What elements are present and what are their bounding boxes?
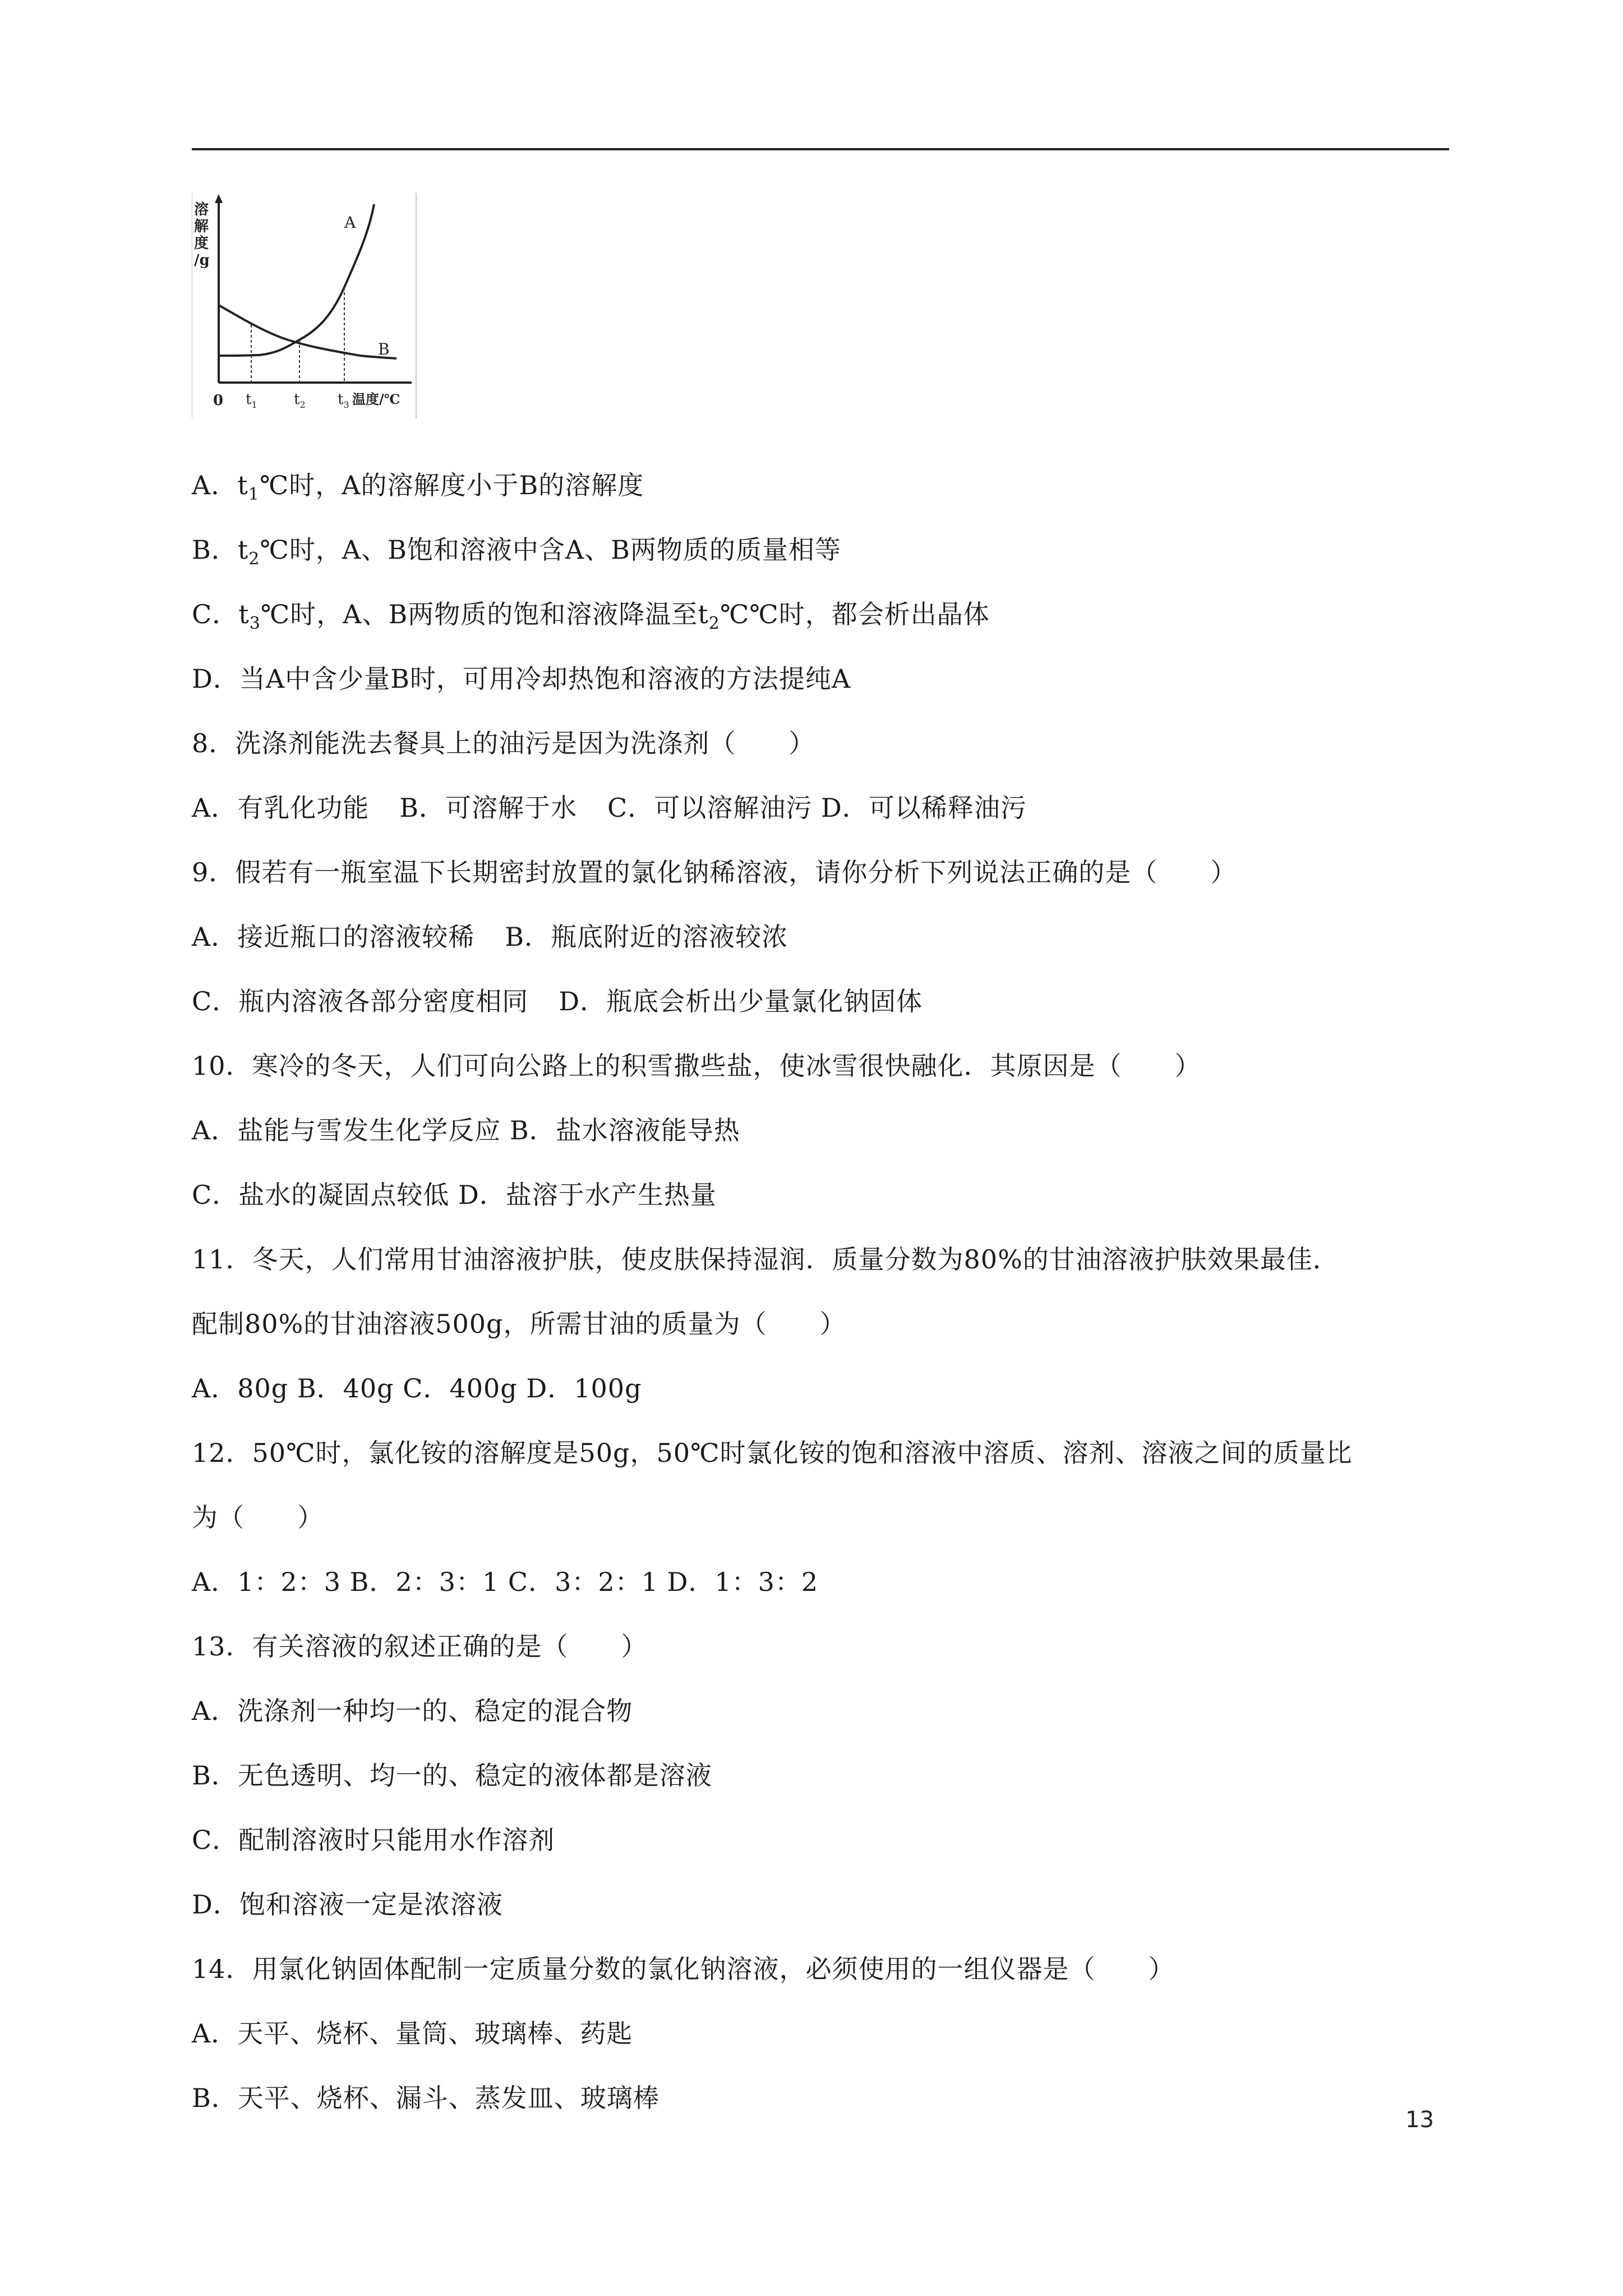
q12-stem-1: 12．50℃时，氯化铵的溶解度是50g，50℃时氯化铵的饱和溶液中溶质、溶剂、溶液之间的质量比 — [192, 1438, 1353, 1468]
curve-b-label: B — [378, 340, 390, 358]
origin-label: 0 — [213, 392, 224, 409]
q8-stem: 8．洗涤剂能洗去餐具上的油污是因为洗涤剂（ ） — [192, 728, 815, 758]
q11-stem-2: 配制80%的甘油溶液500g，所需甘油的质量为（ ） — [192, 1309, 846, 1339]
q13-option-b: B．无色透明、均一的、稳定的液体都是溶液 — [192, 1760, 712, 1791]
q14-option-a: A．天平、烧杯、量筒、玻璃棒、药匙 — [192, 2018, 633, 2049]
q13-option-c: C．配制溶液时只能用水作溶剂 — [192, 1825, 555, 1855]
q12-options: A．1：2：3 B．2：3：1 C．3：2：1 D．1：3：2 — [192, 1567, 819, 1597]
tick-t3: $t_3$ — [338, 391, 349, 410]
question-content — [192, 453, 1454, 2131]
q11-options: A．80g B．40g C．400g D．100g — [192, 1373, 642, 1404]
q14-stem: 14．用氯化钠固体配制一定质量分数的氯化钠溶液，必须使用的一组仪器是（ ） — [192, 1954, 1175, 1984]
q13-option-a: A．洗涤剂一种均一的、稳定的混合物 — [192, 1696, 633, 1726]
q13-stem: 13．有关溶液的叙述正确的是（ ） — [192, 1631, 648, 1662]
q10-stem: 10．寒冷的冬天，人们可向公路上的积雪撒些盐，使冰雪很快融化．其原因是（ ） — [192, 1051, 1201, 1081]
q11-stem-1: 11．冬天，人们常用甘油溶液护肤，使皮肤保持湿润．质量分数为80%的甘油溶液护肤效果最佳． — [192, 1244, 1339, 1274]
tick-t2: $t_2$ — [294, 391, 306, 410]
curve-b — [219, 305, 396, 358]
x-axis-label: 温度/℃ — [352, 391, 400, 407]
q9-stem: 9．假若有一瓶室温下长期密封放置的氯化钠稀溶液，请你分析下列说法正确的是（ ） — [192, 857, 1237, 887]
q7-option-c: C．$t_3℃$时，A、B两物质的饱和溶液降温至$t_2℃℃$时，都会析出晶体 — [192, 599, 990, 633]
q9-options-ab: A．接近瓶口的溶液较稀 B．瓶底附近的溶液较浓 — [192, 922, 789, 952]
y-axis-label-3: 度 — [194, 235, 209, 252]
q10-options-ab: A．盐能与雪发生化学反应 B．盐水溶液能导热 — [192, 1115, 740, 1145]
q10-options-cd: C．盐水的凝固点较低 D．盐溶于水产生热量 — [192, 1180, 717, 1210]
solubility-figure — [192, 193, 417, 418]
y-axis-label-4: /g — [194, 252, 210, 269]
tick-t1: $t_1$ — [246, 391, 257, 410]
q7-option-d: D．当A中含少量B时，可用冷却热饱和溶液的方法提纯A — [192, 664, 851, 694]
q8-options: A．有乳化功能 B．可溶解于水 C．可以溶解油污 D．可以稀释油污 — [192, 793, 1027, 823]
q7-option-b: B．$t_2℃$时，A、B饱和溶液中含A、B两物质的质量相等 — [192, 535, 841, 569]
solubility-curve-diagram — [192, 193, 417, 418]
q9-options-cd: C．瓶内溶液各部分密度相同 D．瓶底会析出少量氯化钠固体 — [192, 986, 923, 1016]
q14-option-b: B．天平、烧杯、漏斗、蒸发皿、玻璃棒 — [192, 2083, 660, 2113]
y-axis-label-1: 溶 — [194, 201, 209, 218]
curve-a-label: A — [344, 213, 356, 232]
header-rule — [192, 148, 1449, 150]
y-axis-arrow — [215, 194, 223, 203]
page-number: 13 — [1405, 2107, 1434, 2133]
q7-option-a: A．$t_1℃$时，A的溶解度小于B的溶解度 — [192, 470, 644, 504]
q13-option-d: D．饱和溶液一定是浓溶液 — [192, 1889, 503, 1920]
y-axis-label-2: 解 — [194, 218, 209, 235]
q12-stem-2: 为（ ） — [192, 1502, 324, 1533]
